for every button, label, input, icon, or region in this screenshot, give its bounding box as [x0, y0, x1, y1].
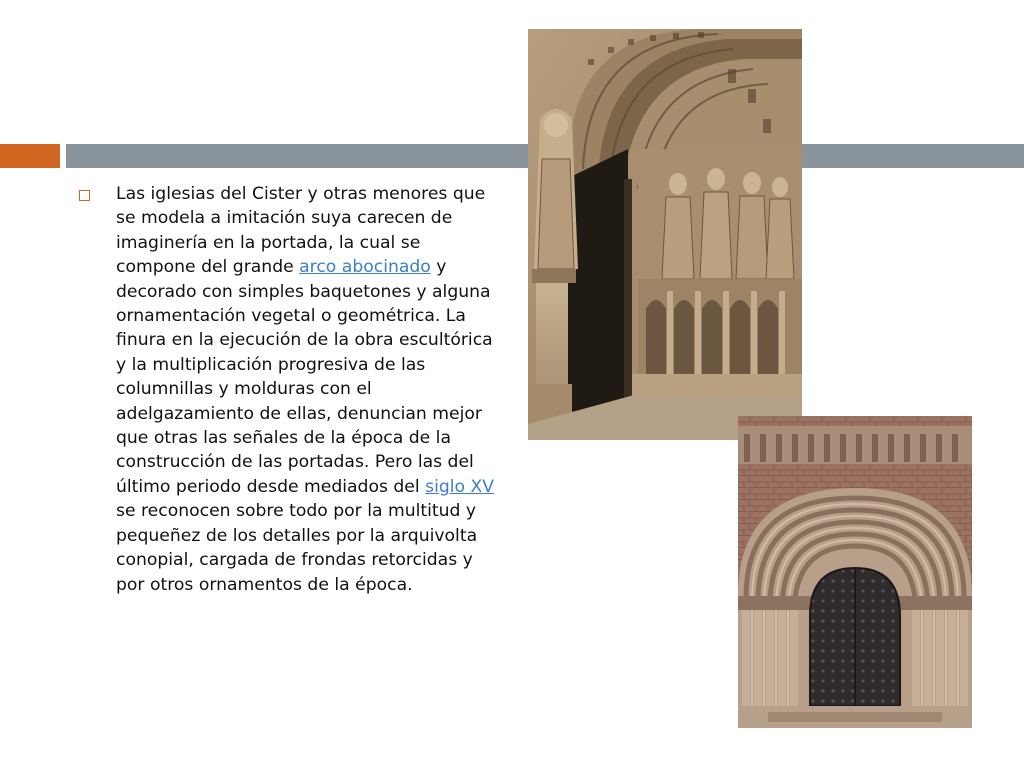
paragraph-text-1: Las iglesias del Cister y otras menores que se modela a imitación suya carecen de imaginería en la portada, la cual se compone del grande	[116, 184, 486, 278]
bullet-square-icon	[79, 190, 90, 201]
link-arco-abocinado[interactable]: arco abocinado	[299, 257, 431, 278]
gothic-portal-photo	[528, 29, 802, 440]
slide-paragraph	[116, 182, 496, 597]
header-accent-bar	[0, 144, 60, 168]
paragraph-text-2: y decorado con simples baquetones y alguna ornamentación vegetal o geométrica. La finura en la ejecución de la obra escultórica y la multiplicación progresiva de las columnillas y molduras con el adelgazamiento de ellas, denuncian mejor que otras las señales de la época de la construcción de las portadas. Pero las del último periodo desde mediados del	[116, 257, 493, 497]
paragraph-text-3: se reconocen sobre todo por la multitud y pequeñez de los detalles por la arquivolta conopial, cargada de frondas retorcidas y por otros ornamentos de la época.	[116, 501, 478, 595]
link-siglo-xv[interactable]: siglo XV	[425, 476, 495, 497]
romanesque-portal-photo	[738, 416, 972, 728]
